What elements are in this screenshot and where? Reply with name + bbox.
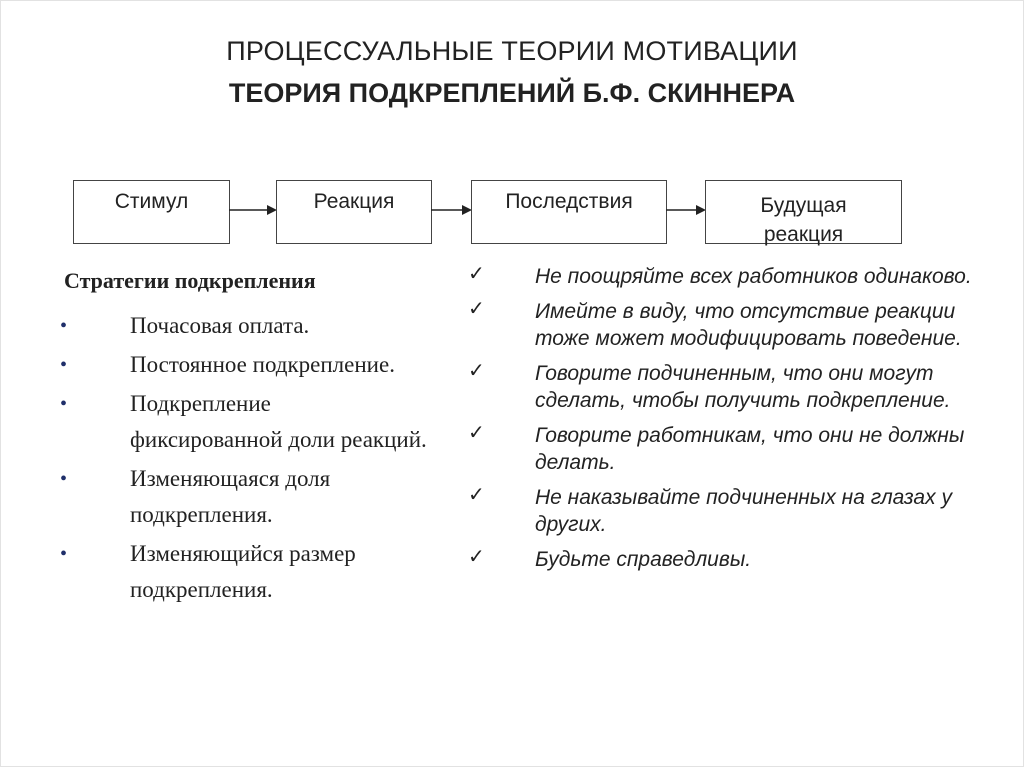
tips-list [462,263,1002,581]
flow-box-reaction-label: Реакция [313,190,395,213]
strategy-text: Подкрепление фиксированной доли реакций. [130,391,427,452]
list-item [58,461,428,533]
list-item [462,360,1002,414]
checkmark-icon: ✓ [468,484,485,506]
list-item [462,422,1002,476]
bullet-icon: • [60,315,68,337]
checkmark-icon: ✓ [468,546,485,568]
arrow-right-icon [666,196,706,224]
flow-box-future-reaction [705,180,902,244]
flow-box-stimulus-label: Стимул [114,190,189,213]
arrow-right-icon [229,196,277,224]
list-item [462,263,1002,290]
tip-text: Имейте в виду, что отсутствие реакции тоже может модифицировать поведение. [535,300,962,350]
list-item [462,298,1002,352]
bullet-icon: • [60,354,68,376]
strategy-text: Изменяющаяся доля подкрепления. [130,466,331,527]
checkmark-icon: ✓ [468,422,485,444]
checkmark-icon: ✓ [468,263,485,285]
slide-title: ПРОЦЕССУАЛЬНЫЕ ТЕОРИИ МОТИВАЦИИ [226,36,798,66]
strategy-text: Почасовая оплата. [130,313,310,338]
list-item [462,484,1002,538]
list-item [58,308,428,344]
list-item [58,347,428,383]
list-item [58,386,428,458]
slide-subtitle: ТЕОРИЯ ПОДКРЕПЛЕНИЙ Б.Ф. СКИННЕРА [228,78,796,108]
list-item [58,536,428,608]
tip-text: Не поощряйте всех работников одинаково. [535,265,972,288]
flow-box-consequence [471,180,667,244]
bullet-icon: • [60,543,68,565]
flow-box-future-reaction-line1: Будущая [760,194,847,217]
list-item [462,546,1002,573]
strategies-list [58,308,428,611]
strategy-text: Постоянное подкрепление. [130,352,395,377]
arrow-right-icon [431,196,472,224]
checkmark-icon: ✓ [468,298,485,320]
flow-box-future-reaction-line2: реакция [763,223,844,246]
strategies-heading: Стратегии подкрепления [64,268,316,293]
strategy-text: Изменяющийся размер подкрепления. [130,541,356,602]
tip-text: Не наказывайте подчиненных на глазах у других. [535,486,952,536]
flow-box-stimulus [73,180,230,244]
checkmark-icon: ✓ [468,360,485,382]
tip-text: Говорите работникам, что они не должны делать. [535,424,965,474]
bullet-icon: • [60,393,68,415]
flow-box-reaction [276,180,432,244]
tip-text: Будьте справедливы. [535,548,752,571]
tip-text: Говорите подчиненным, что они могут сделать, чтобы получить подкрепление. [535,362,951,412]
bullet-icon: • [60,468,68,490]
flow-box-consequence-label: Последствия [505,190,633,213]
